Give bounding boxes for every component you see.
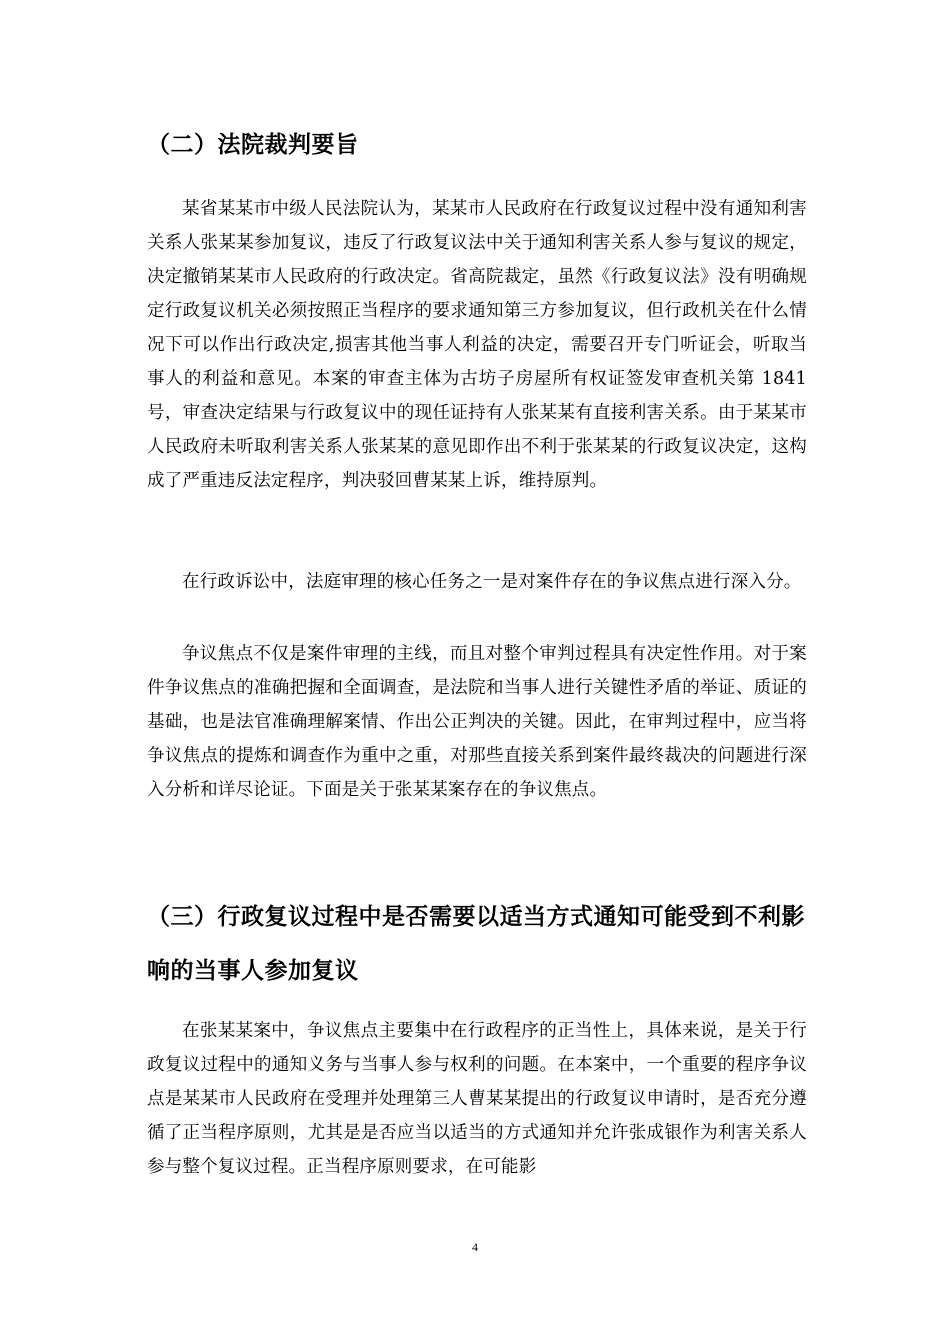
section-heading-notification-issue: （三）行政复议过程中是否需要以适当方式通知可能受到不利影响的当事人参加复议 [147, 904, 805, 984]
section-heading-court-ruling: （二）法院裁判要旨 [147, 132, 359, 158]
paragraph-court-ruling: 某省某某市中级人民法院认为，某某市人民政府在行政复议过程中没有通知利害关系人张某某参加复议，违反了行政复议法中关于通知利害关系人参与复议的规定，决定撤销某某市人民政府的行政决定。省高院裁定，虽然《行政复议法》没有明确规定行政复议机关必须按照正当程序的要求通知第三方参加复议，但行政机关在什么情况下可以作出行政决定,损害其他当事人利益的决定，需要召开专门听证会，听取当事人的利益和意见。本案的审查主体为古坊子房屋所有权证签发审查机关第 1841 号，审查决定结果与行政复议中的现任证持有人张某某有直接利害关系。由于某某市人民政府未听取利害关系人张某某的意见即作出不利于张某某的行政复议决定，这构成了严重违反法定程序，判决驳回曹某某上诉，维持原判。 [147, 199, 807, 491]
paragraph-dispute-focus: 争议焦点不仅是案件审理的主线，而且对整个审判过程具有决定性作用。对于案件争议焦点的准确把握和全面调查，是法院和当事人进行关键性矛盾的举证、质证的基础，也是法官准确理解案情、作出公正判决的关键。因此，在审判过程中，应当将争议焦点的提炼和调查作为重中之重，对那些直接关系到案件最终裁决的问题进行深入分析和详尽论证。下面是关于张某某案存在的争议焦点。 [147, 644, 807, 800]
paragraph-procedural-issue: 在张某某案中，争议焦点主要集中在行政程序的正当性上，具体来说，是关于行政复议过程中的通知义务与当事人参与权利的问题。在本案中，一个重要的程序争议点是某某市人民政府在受理并处理第三人曹某某提出的行政复议申请时，是否充分遵循了正当程序原则，尤其是是否应当以适当的方式通知并允许张成银作为利害关系人参与整个复议过程。正当程序原则要求，在可能影 [147, 1021, 807, 1177]
page-number: 4 [472, 1240, 478, 1254]
paragraph-litigation-task: 在行政诉讼中，法庭审理的核心任务之一是对案件存在的争议焦点进行深入分。 [182, 572, 802, 592]
